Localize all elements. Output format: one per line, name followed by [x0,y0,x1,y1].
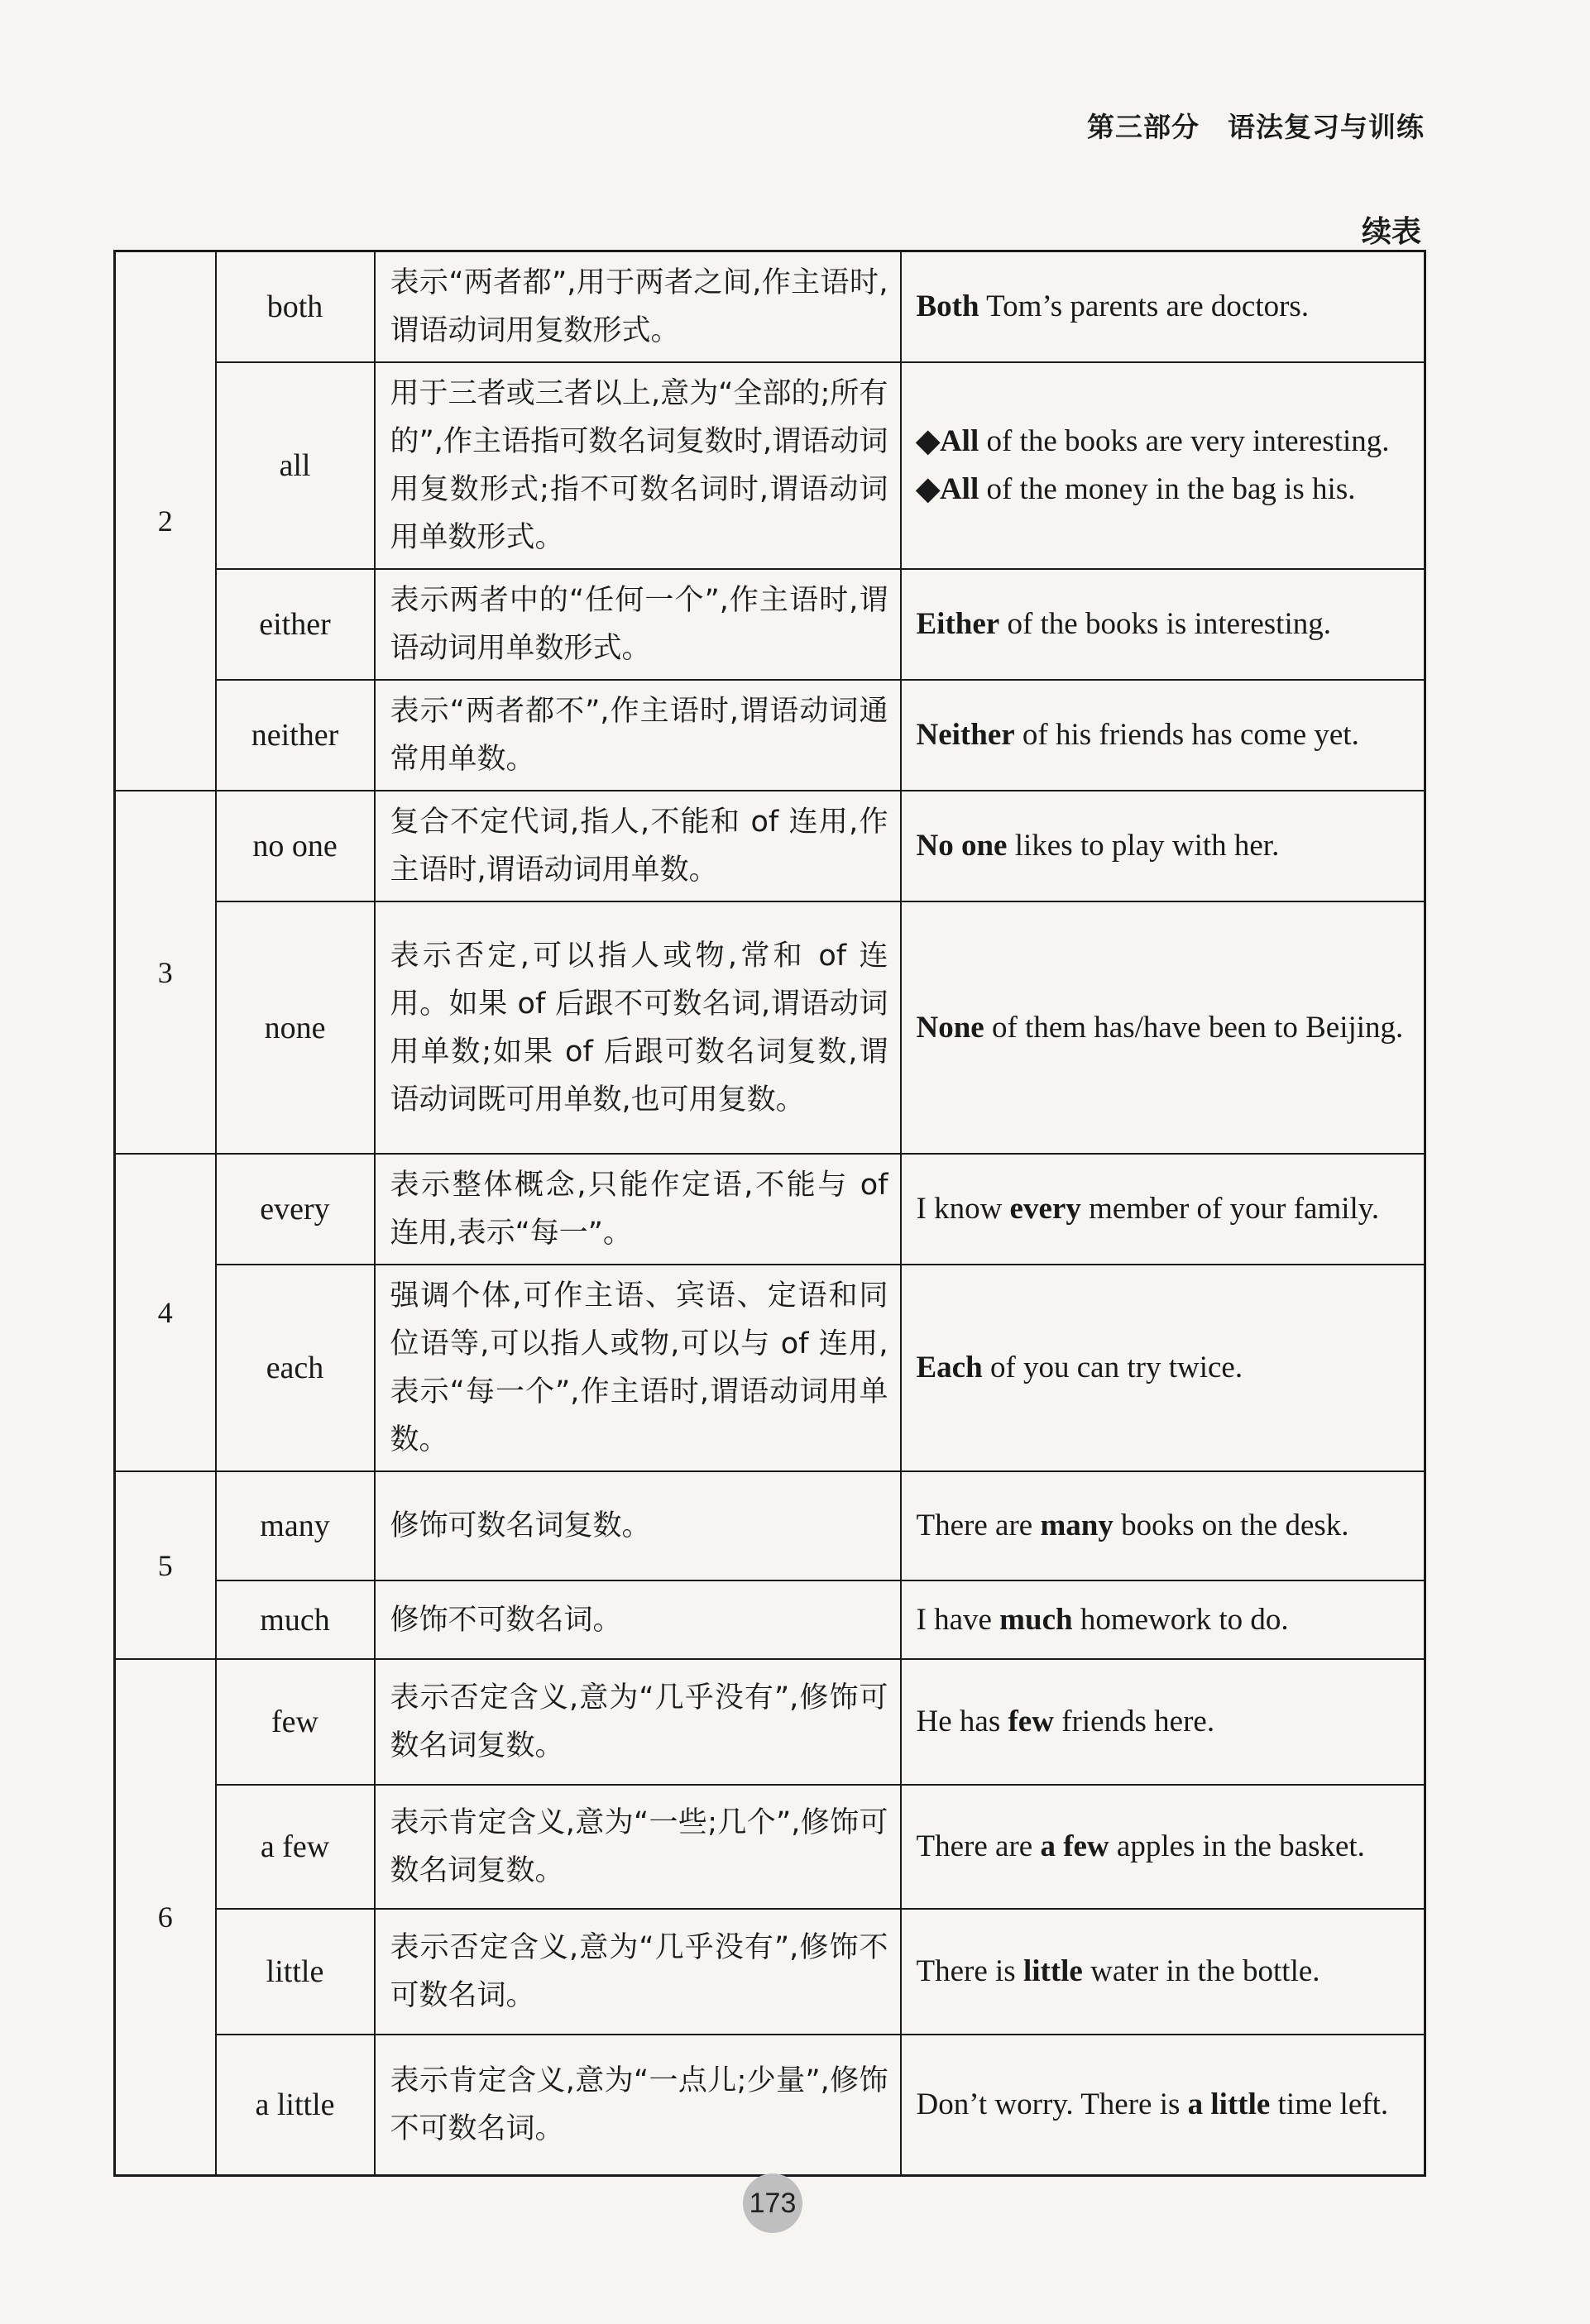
example-sentence [917,822,1410,870]
sentence-text: of the books is interesting. [999,607,1331,641]
group-number: 2 [115,251,216,791]
example-sentence [917,1502,1410,1550]
word-cell: many [216,1471,375,1580]
example-cell [901,362,1425,569]
example-cell [901,1580,1425,1659]
sentence-text: of the money in the bag is his. [979,472,1356,506]
sentence-text: I have [916,1602,1000,1637]
keyword: ◆All [916,424,979,458]
sentence-text: time left. [1270,2087,1389,2121]
example-sentence [917,1823,1410,1871]
keyword: ◆All [916,472,979,506]
sentence-text: apples in the basket. [1109,1829,1365,1863]
usage-cell: 表示“两者都不”,作主语时,谓语动词通常用单数。 [375,680,901,791]
group-number: 3 [115,791,216,1154]
table-row [115,1265,1425,1471]
example-sentence [917,600,1410,648]
sentence-text: Tom’s parents are doctors. [979,289,1310,323]
page-header: 第三部分 语法复习与训练 [1087,111,1425,143]
word-cell: much [216,1580,375,1659]
sentence-text: water in the bottle. [1082,1954,1320,1988]
word-cell: a little [216,2035,375,2175]
example-sentence [917,711,1410,759]
grammar-table [113,250,1426,2177]
sentence-text: of them has/have been to Beijing. [984,1010,1404,1045]
usage-cell: 强调个体,可作主语、宾语、定语和同位语等,可以指人或物,可以与 of 连用,表示“每一个”,作主语时,谓语动词用单数。 [375,1265,901,1471]
keyword: None [916,1010,984,1045]
usage-cell: 表示否定含义,意为“几乎没有”,修饰可数名词复数。 [375,1659,901,1785]
example-sentence [917,1596,1410,1644]
sentence-text: There are [916,1509,1041,1542]
sentence-text: likes to play with her. [1007,829,1280,863]
example-cell [901,251,1425,363]
sentence-text: There are [916,1829,1041,1863]
sentence-text: I know [916,1192,1010,1226]
example-cell [901,1471,1425,1580]
usage-cell: 修饰可数名词复数。 [375,1471,901,1580]
usage-cell: 表示肯定含义,意为“一些;几个”,修饰可数名词复数。 [375,1785,901,1909]
example-sentence [917,1948,1410,1996]
word-cell: none [216,901,375,1154]
sentence-text: There is [916,1954,1023,1988]
table-row [115,1909,1425,2035]
group-number: 5 [115,1471,216,1659]
keyword: Both [916,289,979,323]
keyword: Either [916,607,1000,641]
sentence-text: of you can try twice. [982,1351,1243,1384]
example-cell [901,2035,1425,2175]
word-cell: all [216,362,375,569]
keyword: a few [1040,1829,1109,1863]
table-row [115,1471,1425,1580]
example-sentence [917,2081,1410,2129]
word-cell: no one [216,791,375,901]
continued-label: 续表 [1361,215,1421,249]
usage-cell: 用于三者或三者以上,意为“全部的;所有的”,作主语指可数名词复数时,谓语动词用复数形式;指不可数名词时,谓语动词用单数形式。 [375,362,901,569]
example-cell [901,680,1425,791]
usage-cell: 修饰不可数名词。 [375,1580,901,1659]
usage-cell: 表示否定,可以指人或物,常和 of 连用。如果 of 后跟不可数名词,谓语动词用单数;如果 of 后跟可数名词复数,谓语动词既可用单数,也可用复数。 [375,901,901,1154]
keyword: little [1022,1954,1083,1988]
keyword: every [1009,1192,1081,1226]
sentence-text: Don’t worry. There is [916,2087,1188,2121]
table-row [115,569,1425,680]
example-sentence [917,418,1410,466]
word-cell: every [216,1154,375,1265]
sentence-text: friends here. [1053,1705,1215,1738]
word-cell: little [216,1909,375,2035]
table-row [115,1659,1425,1785]
example-sentence [917,466,1410,514]
word-cell: each [216,1265,375,1471]
keyword: a little [1187,2087,1271,2121]
usage-cell: 表示整体概念,只能作定语,不能与 of 连用,表示“每一”。 [375,1154,901,1265]
usage-cell: 表示否定含义,意为“几乎没有”,修饰不可数名词。 [375,1909,901,2035]
table-row [115,901,1425,1154]
keyword: much [999,1602,1073,1637]
page-number: 173 [743,2173,802,2233]
sentence-text: of his friends has come yet. [1014,718,1359,752]
word-cell: a few [216,1785,375,1909]
keyword: few [1008,1705,1054,1738]
example-sentence [917,1698,1410,1746]
example-cell [901,1154,1425,1265]
sentence-text: homework to do. [1072,1602,1289,1637]
usage-cell: 表示两者中的“任何一个”,作主语时,谓语动词用单数形式。 [375,569,901,680]
word-cell: either [216,569,375,680]
sentence-text: books on the desk. [1113,1509,1349,1542]
group-number: 6 [115,1659,216,2175]
table-row [115,791,1425,901]
group-number: 4 [115,1154,216,1471]
example-sentence [917,1185,1410,1233]
example-sentence [917,283,1410,331]
table-row [115,1785,1425,1909]
keyword: Each [916,1351,983,1384]
sentence-text: of the books are very interesting. [979,424,1390,458]
table-row [115,1580,1425,1659]
table-row [115,1154,1425,1265]
example-cell [901,569,1425,680]
example-cell [901,791,1425,901]
example-cell [901,1265,1425,1471]
example-cell [901,1785,1425,1909]
example-sentence [917,1344,1410,1392]
table-row [115,2035,1425,2175]
word-cell: neither [216,680,375,791]
table-row [115,362,1425,569]
keyword: No one [916,829,1008,863]
example-cell [901,1659,1425,1785]
word-cell: both [216,251,375,363]
usage-cell: 表示“两者都”,用于两者之间,作主语时,谓语动词用复数形式。 [375,251,901,363]
sentence-text: member of your family. [1080,1192,1380,1226]
usage-cell: 复合不定代词,指人,不能和 of 连用,作主语时,谓语动词用单数。 [375,791,901,901]
example-cell [901,1909,1425,2035]
example-cell [901,901,1425,1154]
usage-cell: 表示肯定含义,意为“一点儿;少量”,修饰不可数名词。 [375,2035,901,2175]
word-cell: few [216,1659,375,1785]
keyword: Neither [916,718,1015,752]
example-sentence [917,1004,1410,1052]
table-row [115,680,1425,791]
keyword: many [1040,1509,1113,1542]
table-row [115,251,1425,363]
sentence-text: He has [916,1705,1008,1738]
